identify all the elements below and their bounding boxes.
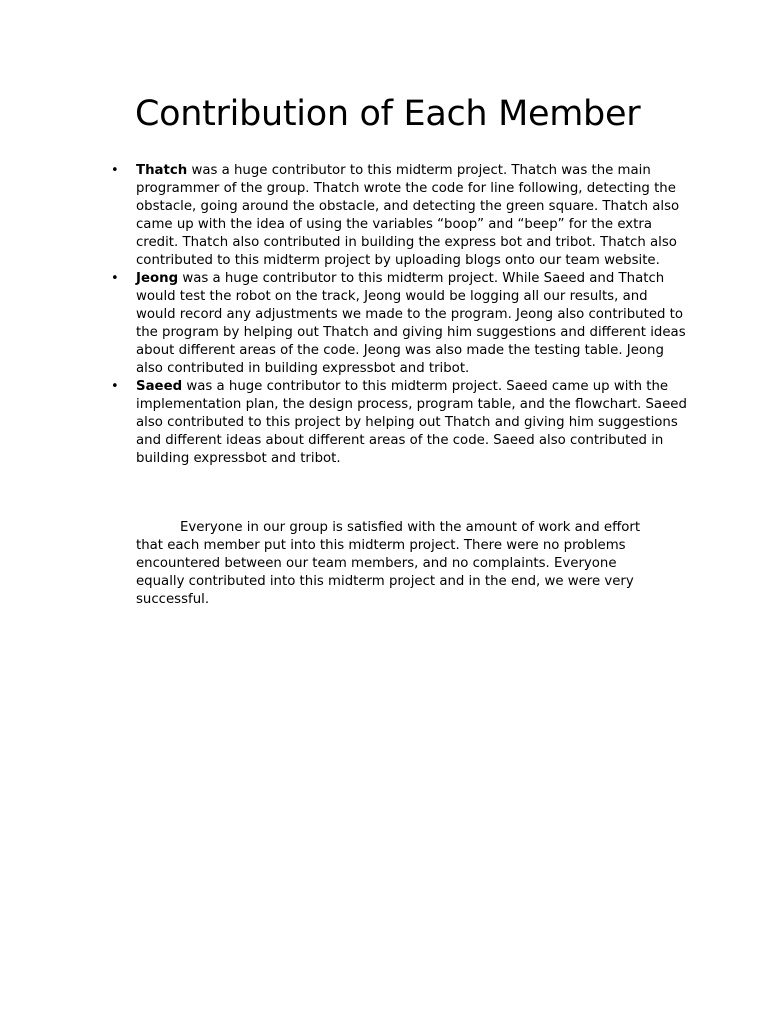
bullet-icon: •	[111, 271, 119, 286]
member-contribution-list	[111, 162, 688, 468]
list-item-thatch	[111, 162, 688, 270]
member-description: was a huge contributor to this midterm project. Saeed came up with the implementation plan, the design process, program table, and the flowchart. Saeed also contributed to this project by helping out Thatch and giving him suggestions and different ideas about different areas of the code. Saeed also contributed in building expressbot and tribot.	[136, 379, 687, 466]
bullet-icon: •	[111, 163, 119, 178]
list-item-jeong	[111, 270, 688, 378]
member-description: was a huge contributor to this midterm project. Thatch was the main programmer of the group. Thatch wrote the code for line following, detecting the obstacle, going around the obstacle, and detecting the green square. Thatch also came up with the idea of using the variables “boop” and “beep” for the extra credit. Thatch also contributed in building the express bot and tribot. Thatch also contributed to this midterm project by uploading blogs onto our team website.	[136, 163, 680, 268]
member-description: was a huge contributor to this midterm project. While Saeed and Thatch would test the robot on the track, Jeong would be logging all our results, and would record any adjustments we made to the program. Jeong also contributed to the program by helping out Thatch and giving him suggestions and different ideas about different areas of the code. Jeong was also made the testing table. Jeong also contributed in building expressbot and tribot.	[136, 271, 686, 376]
member-name: Jeong	[136, 271, 179, 286]
page-title: Contribution of Each Member	[135, 94, 641, 134]
bullet-icon: •	[111, 379, 119, 394]
member-name: Saeed	[136, 379, 183, 394]
summary-paragraph: Everyone in our group is satisfied with the amount of work and effort that each member put into this midterm project. There were no problems encountered between our team members, and no complaints. Everyone equally contributed into this midterm project and in the end, we were very successful.	[136, 520, 641, 607]
member-name: Thatch	[136, 163, 188, 178]
list-item-saeed	[111, 378, 688, 468]
